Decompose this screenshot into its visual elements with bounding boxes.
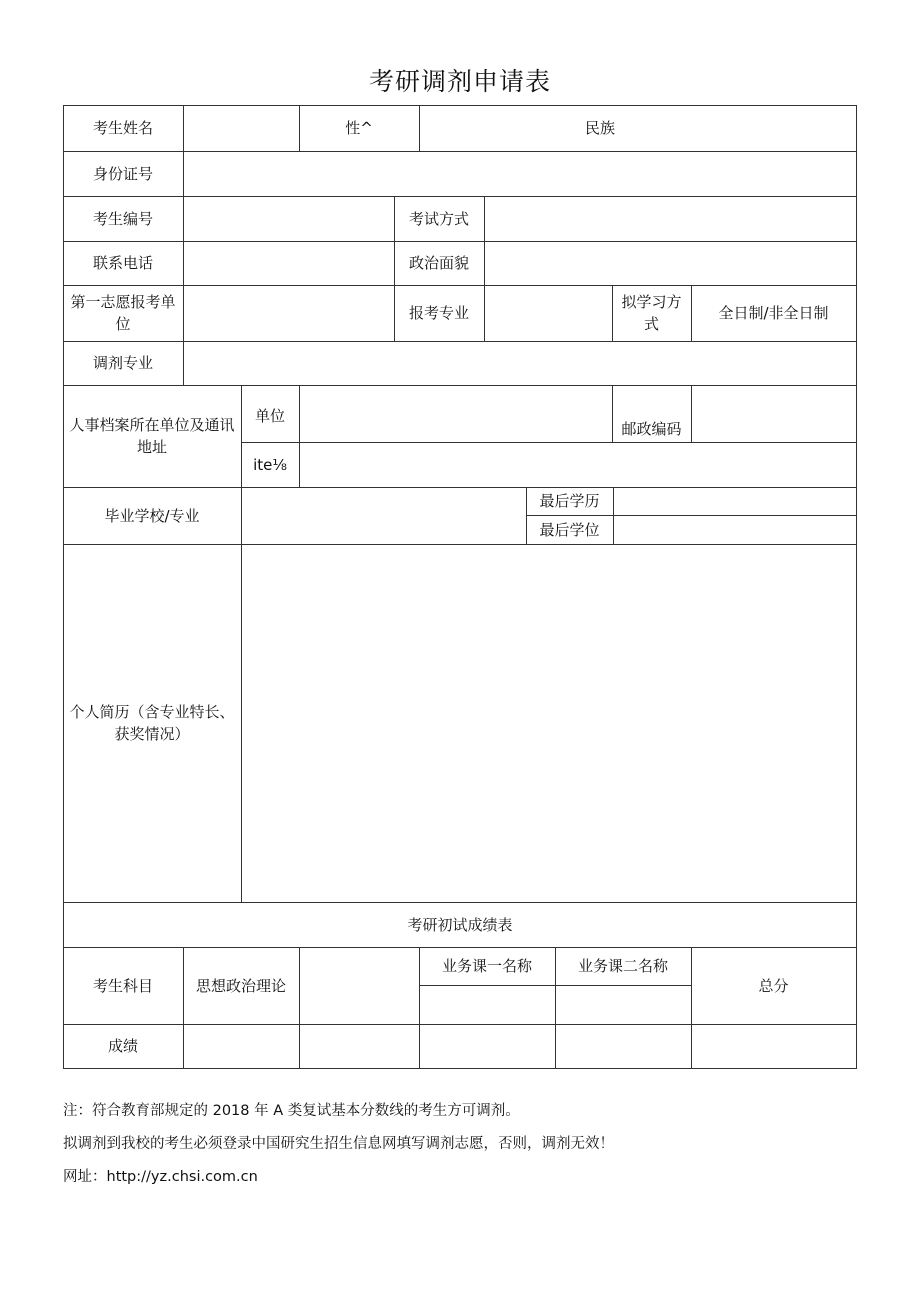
score-table-title: 考研初试成绩表 [407,915,513,934]
subject-blank-cell[interactable] [299,947,420,1025]
exam-mode-input[interactable] [484,196,857,242]
first-choice-label: 第一志愿报考单位 [70,293,176,333]
course2-name-input[interactable] [555,985,692,1025]
last-degree-input[interactable] [613,515,857,545]
subject-label: 考生科目 [92,976,153,995]
resume-label: 个人简历（含专业特长、获奖情况） [69,703,235,743]
resume-input[interactable] [241,544,857,903]
course1-label: 业务课一名称 [441,957,532,975]
exam-mode-label: 考试方式 [408,209,469,228]
last-degree-label: 最后学位 [539,520,600,539]
address-label: ite⅛ [253,455,287,474]
adjust-major-label: 调剂专业 [92,354,153,372]
political-label: 政治面貌 [408,254,469,272]
last-education-label: 最后学历 [539,492,600,510]
unit-label: 单位 [254,407,285,425]
school-major-input[interactable] [241,487,527,545]
last-education-input[interactable] [613,487,857,516]
total-score-input[interactable] [691,1024,857,1069]
score-label: 成绩 [107,1037,138,1055]
course1-score-input[interactable] [419,1024,556,1069]
study-mode-value: 全日制/非全日制 [718,304,829,322]
gender-label: 性^ [345,119,373,137]
total-label: 总分 [758,976,789,995]
postcode-input[interactable] [691,385,857,443]
course2-score-input[interactable] [555,1024,692,1069]
archive-label: 人事档案所在单位及通讯地址 [69,416,235,456]
exam-no-label: 考生编号 [92,209,153,228]
course2-label: 业务课二名称 [577,957,668,975]
phone-label: 联系电话 [92,254,153,272]
blank-score-input[interactable] [299,1024,420,1069]
id-number-input[interactable] [183,151,857,197]
course1-name-input[interactable] [419,985,556,1025]
note-line-2: 拟调剂到我校的考生必须登录中国研究生招生信息网填写调剂志愿，否则，调剂无效！ [63,1136,614,1152]
applied-major-label: 报考专业 [408,304,469,322]
politics-label: 思想政治理论 [195,976,286,995]
applied-major-input[interactable] [484,285,613,342]
address-input[interactable] [299,442,857,488]
note-website[interactable]: 网址：http://yz.chsi.com.cn [63,1169,258,1185]
study-mode-label: 拟学习方式 [621,293,682,333]
political-status-input[interactable] [484,241,857,286]
exam-number-input[interactable] [183,196,395,242]
postcode-label: 邮政编码 [621,420,682,438]
archive-unit-input[interactable] [299,385,613,443]
note-line-1: 注：符合教育部规定的 2018 年 A 类复试基本分数线的考生方可调剂。 [63,1103,520,1119]
adjust-major-input[interactable] [183,341,857,386]
school-label: 毕业学校/专业 [104,506,200,525]
politics-score-input[interactable] [183,1024,300,1069]
phone-input[interactable] [183,241,395,286]
ethnicity-label: 民族 [584,119,615,137]
name-input[interactable] [183,105,300,152]
name-label: 考生姓名 [92,119,153,137]
first-choice-unit-input[interactable] [183,285,395,342]
id-label: 身份证号 [92,164,153,183]
page-title: 考研调剂申请表 [368,67,551,96]
